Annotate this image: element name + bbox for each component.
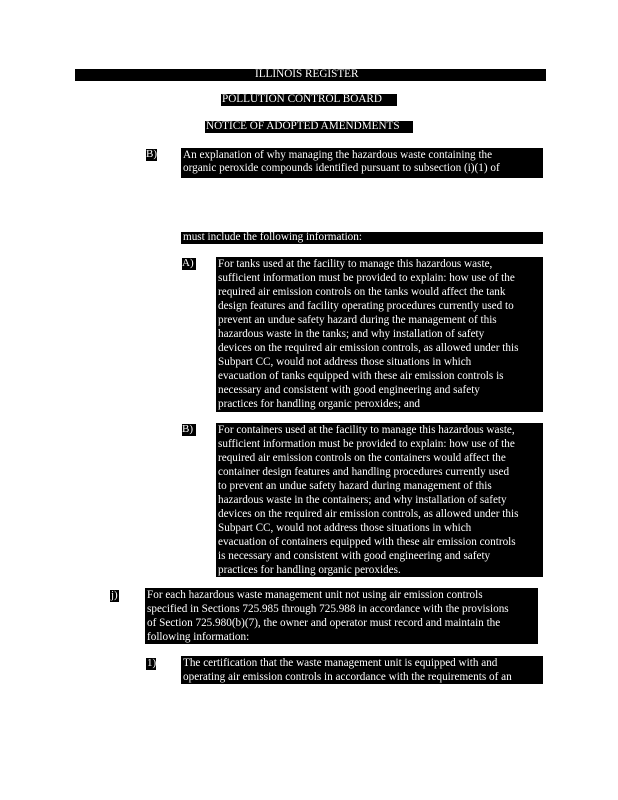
sub-a-line-1: For tanks used at the facility to manage this hazardous waste, <box>218 258 493 270</box>
sub-b-line-9: evacuation of containers equipped with these air emission controls <box>218 536 516 548</box>
redaction-block <box>181 178 543 232</box>
sub-a-line-9: evacuation of tanks equipped with these air emission controls is <box>218 370 504 382</box>
sub-b-line-10: is necessary and consistent with good engineering and safety <box>218 550 491 562</box>
sub-b-line-2: sufficient information must be provided to explain: how use of the <box>218 438 515 450</box>
sub-b-line-7: devices on the required air emission controls, as allowed under this <box>218 508 519 520</box>
sub-b-line-11: practices for handling organic peroxides. <box>218 564 401 576</box>
item-b-line-3: must include the following information: <box>183 231 362 243</box>
sub-b-line-4: container design features and handling procedures currently used <box>218 466 510 478</box>
item-j-line-4: following information: <box>147 631 250 643</box>
header-register-title: ILLINOIS REGISTER <box>255 68 359 80</box>
item-b-line-1: An explanation of why managing the hazardous waste containing the <box>183 149 493 161</box>
header-notice-title: NOTICE OF ADOPTED AMENDMENTS <box>206 120 400 132</box>
item-b-label: B) <box>146 148 157 160</box>
sub-b-label: B) <box>182 423 193 435</box>
sub-1-line-1: The certification that the waste management unit is equipped with and <box>183 657 498 669</box>
item-j-label: j) <box>111 589 118 601</box>
sub-a-line-5: prevent an undue safety hazard during the management of this <box>218 314 497 326</box>
sub-a-line-3: required air emission controls on the tanks would affect the tank <box>218 286 506 298</box>
sub-b-line-5: to prevent an undue safety hazard during management of this <box>218 480 492 492</box>
sub-1-label: 1) <box>147 657 157 669</box>
sub-b-line-8: Subpart CC, would not address those situations in which <box>218 522 472 534</box>
sub-a-line-8: Subpart CC, would not address those situations in which <box>218 356 472 368</box>
sub-a-line-2: sufficient information must be provided to explain: how use of the <box>218 272 515 284</box>
sub-a-line-4: design features and facility operating procedures currently used to <box>218 300 514 312</box>
sub-a-label: A) <box>182 257 194 269</box>
sub-b-line-6: hazardous waste in the containers; and why installation of safety <box>218 494 507 506</box>
item-b-line-2: organic peroxide compounds identified pursuant to subsection (i)(1) of <box>183 162 500 174</box>
sub-a-line-11: practices for handling organic peroxides; and <box>218 398 421 410</box>
item-j-line-1: For each hazardous waste management unit not using air emission controls <box>147 589 483 601</box>
sub-b-line-3: required air emission controls on the containers would affect the <box>218 452 506 464</box>
sub-b-line-1: For containers used at the facility to manage this hazardous waste, <box>218 424 515 436</box>
sub-a-line-6: hazardous waste in the tanks; and why installation of safety <box>218 328 485 340</box>
sub-a-line-7: devices on the required air emission controls, as allowed under this <box>218 342 519 354</box>
header-board-title: POLLUTION CONTROL BOARD <box>222 93 382 105</box>
sub-1-line-2: operating air emission controls in accordance with the requirements of an <box>183 671 512 683</box>
item-j-line-2: specified in Sections 725.985 through 725.988 in accordance with the provisions <box>147 603 509 615</box>
item-j-line-3: of Section 725.980(b)(7), the owner and operator must record and maintain the <box>147 617 501 629</box>
sub-a-line-10: necessary and consistent with good engineering and safety <box>218 384 480 396</box>
